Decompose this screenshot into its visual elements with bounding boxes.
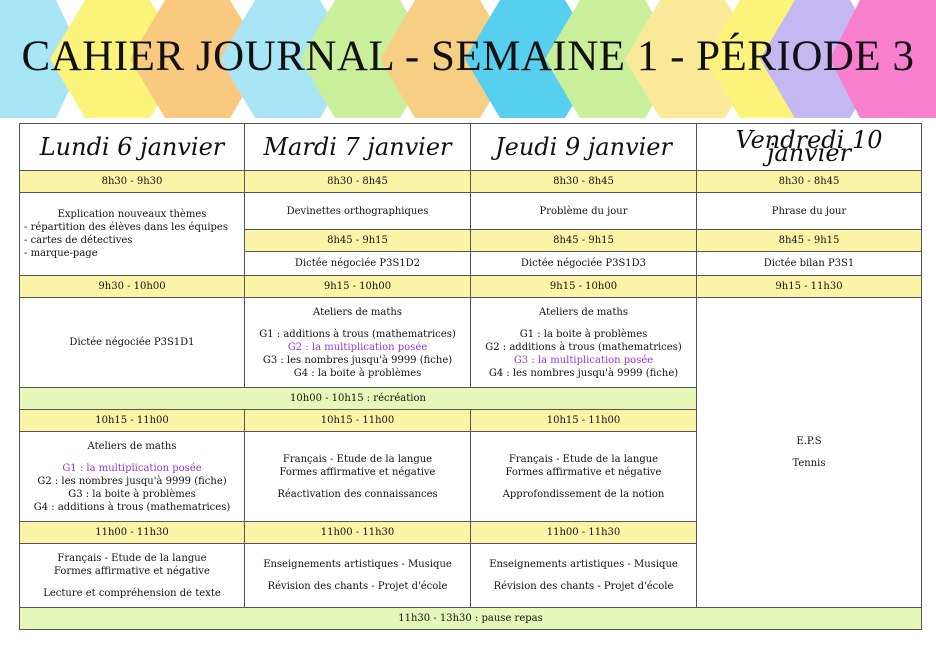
activity-line: Approfondissement de la notion bbox=[502, 488, 665, 500]
activity-cell: Problème du jour bbox=[471, 193, 697, 230]
group-line: G2 : additions à trous (mathematrices) bbox=[485, 341, 682, 353]
activity-title: Ateliers de maths bbox=[539, 306, 628, 318]
lunch-banner: 11h30 - 13h30 : pause repas bbox=[20, 608, 922, 630]
time-slot: 9h15 - 10h00 bbox=[245, 276, 471, 298]
day-header-row bbox=[20, 124, 922, 171]
group-line: G3 : la multiplication posée bbox=[513, 354, 654, 366]
group-line: G2 : les nombres jusqu'à 9999 (fiche) bbox=[37, 475, 227, 487]
activity-cell bbox=[245, 298, 471, 388]
activity-cell bbox=[471, 432, 697, 522]
activity-cell bbox=[20, 193, 245, 276]
activity-line: Lecture et compréhension de texte bbox=[43, 587, 221, 599]
activity-cell: Dictée négociée P3S1D3 bbox=[471, 252, 697, 276]
list-item: - répartition des élèves dans les équipes bbox=[24, 221, 240, 234]
time-slot: 8h45 - 9h15 bbox=[471, 230, 697, 252]
time-slot: 8h45 - 9h15 bbox=[245, 230, 471, 252]
activity-line: Enseignements artistiques - Musique bbox=[263, 559, 452, 570]
activity-line: Formes affirmative et négative bbox=[505, 466, 662, 478]
time-slot: 9h30 - 10h00 bbox=[20, 276, 245, 298]
list-item: - cartes de détectives bbox=[24, 234, 240, 247]
time-slot: 10h15 - 11h00 bbox=[20, 410, 245, 432]
group-line: G3 : les nombres jusqu'à 9999 (fiche) bbox=[262, 354, 453, 366]
activity-cell bbox=[471, 298, 697, 388]
activity-line: E.P.S bbox=[796, 436, 822, 447]
schedule-table bbox=[19, 123, 922, 630]
activity-title: Explication nouveaux thèmes bbox=[57, 209, 207, 220]
activity-cell bbox=[245, 544, 471, 608]
activity-cell: Dictée négociée P3S1D2 bbox=[245, 252, 471, 276]
activity-cell bbox=[20, 432, 245, 522]
time-slot: 10h15 - 11h00 bbox=[471, 410, 697, 432]
activity-list bbox=[24, 221, 240, 260]
activity-line: Révision des chants - Projet d'école bbox=[493, 581, 674, 592]
time-slot: 8h30 - 8h45 bbox=[245, 171, 471, 193]
activity-cell bbox=[697, 298, 922, 608]
activity-line: Réactivation des connaissances bbox=[277, 488, 438, 500]
time-slot: 11h00 - 11h30 bbox=[471, 522, 697, 544]
activity-line: Français - Etude de la langue bbox=[508, 453, 659, 465]
group-line: G1 : additions à trous (mathematrices) bbox=[259, 328, 456, 340]
activity-title: Ateliers de maths bbox=[87, 440, 177, 452]
activity-line: Tennis bbox=[792, 458, 826, 469]
activity-cell bbox=[471, 544, 697, 608]
activity-title: Ateliers de maths bbox=[313, 306, 402, 318]
time-slot: 9h15 - 11h30 bbox=[697, 276, 922, 298]
activity-cell bbox=[20, 544, 245, 608]
time-slot: 11h00 - 11h30 bbox=[20, 522, 245, 544]
time-slot: 8h30 - 8h45 bbox=[697, 171, 922, 193]
day-header-vendredi: Vendredi 10 janvier bbox=[697, 124, 922, 171]
page-title: CAHIER JOURNAL - SEMAINE 1 - PÉRIODE 3 bbox=[21, 33, 915, 80]
activity-line: Français - Etude de la langue bbox=[282, 453, 433, 465]
time-slot: 9h15 - 10h00 bbox=[471, 276, 697, 298]
day-header-jeudi: Jeudi 9 janvier bbox=[471, 124, 697, 171]
time-slot: 8h30 - 8h45 bbox=[471, 171, 697, 193]
time-slot: 10h15 - 11h00 bbox=[245, 410, 471, 432]
activity-cell: Dictée négociée P3S1D1 bbox=[20, 298, 245, 388]
time-slot: 8h45 - 9h15 bbox=[697, 230, 922, 252]
group-line: G3 : la boite à problèmes bbox=[68, 488, 196, 500]
group-line: G4 : les nombres jusqu'à 9999 (fiche) bbox=[488, 367, 679, 379]
day-header-mardi: Mardi 7 janvier bbox=[245, 124, 471, 171]
activity-cell bbox=[245, 432, 471, 522]
day-header-lundi: Lundi 6 janvier bbox=[20, 124, 245, 171]
group-line: G2 : la multiplication posée bbox=[287, 341, 428, 353]
list-item: - marque-page bbox=[24, 247, 240, 260]
group-line: G1 : la boite à problèmes bbox=[519, 328, 648, 340]
activity-line: Français - Etude de la langue bbox=[57, 552, 207, 564]
recreation-banner: 10h00 - 10h15 : récréation bbox=[20, 388, 697, 410]
time-slot: 8h30 - 9h30 bbox=[20, 171, 245, 193]
activity-cell: Devinettes orthographiques bbox=[245, 193, 471, 230]
activity-cell: Phrase du jour bbox=[697, 193, 922, 230]
group-line: G1 : la multiplication posée bbox=[62, 462, 202, 474]
activity-cell: Dictée bilan P3S1 bbox=[697, 252, 922, 276]
group-line: G4 : additions à trous (mathematrices) bbox=[33, 501, 231, 513]
group-line: G4 : la boite à problèmes bbox=[293, 367, 422, 379]
activity-line: Formes affirmative et négative bbox=[54, 565, 210, 577]
activity-line: Formes affirmative et négative bbox=[279, 466, 436, 478]
activity-line: Enseignements artistiques - Musique bbox=[489, 559, 678, 570]
activity-line: Révision des chants - Projet d'école bbox=[267, 581, 448, 592]
time-slot: 11h00 - 11h30 bbox=[245, 522, 471, 544]
